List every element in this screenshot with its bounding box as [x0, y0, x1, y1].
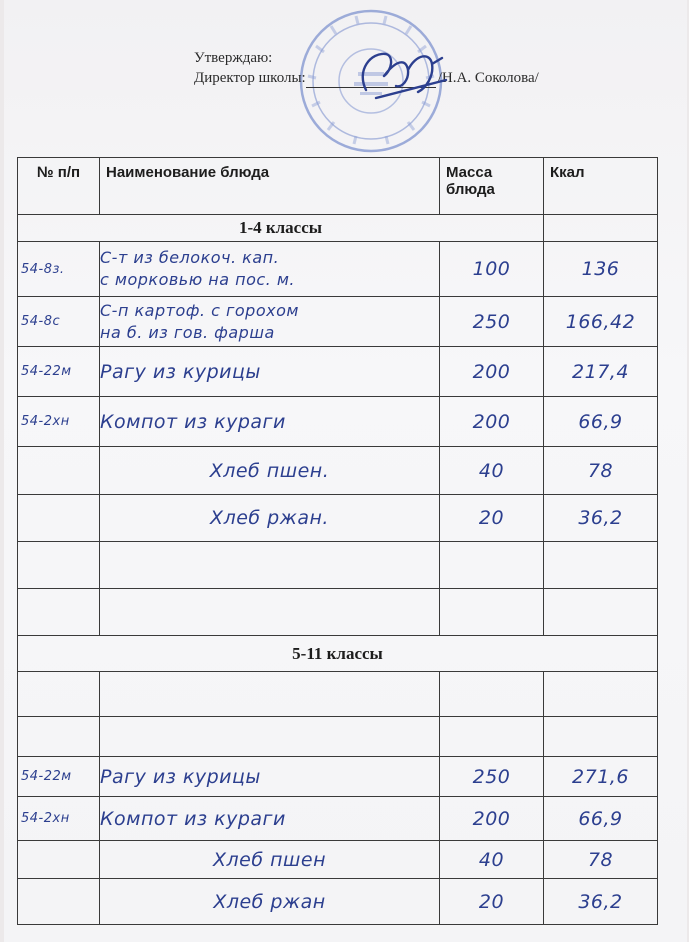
dish-name: Хлеб ржан. [100, 495, 440, 542]
dish-name: Рагу из курицы [100, 347, 440, 397]
dish-code: 54-22м [18, 347, 100, 397]
empty-row [18, 717, 658, 757]
section-title-5-11: 5-11 классы [18, 636, 658, 672]
dish-mass: 250 [440, 757, 544, 797]
dish-mass: 20 [440, 495, 544, 542]
approval-title: Утверждаю: [194, 50, 273, 66]
header-dish-name: Наименование блюда [100, 158, 440, 215]
dish-kcal: 217,4 [544, 347, 658, 397]
section-title-1-4: 1-4 классы [18, 215, 544, 242]
table-row [18, 347, 658, 397]
dish-code: 54-2хн [18, 797, 100, 841]
empty-row [18, 672, 658, 717]
dish-code: 54-22м [18, 757, 100, 797]
dish-code [18, 447, 100, 495]
table-row [18, 757, 658, 797]
dish-name: Хлеб ржан [100, 879, 440, 925]
dish-kcal: 36,2 [544, 495, 658, 542]
dish-kcal: 66,9 [544, 397, 658, 447]
header-number: № п/п [18, 158, 100, 215]
dish-mass: 200 [440, 797, 544, 841]
dish-name [100, 297, 440, 347]
table-row [18, 297, 658, 347]
table-row [18, 797, 658, 841]
dish-code: 54-8с [18, 297, 100, 347]
dish-kcal: 36,2 [544, 879, 658, 925]
dish-name-line2: с морковью на пос. м. [100, 270, 295, 289]
dish-name-line1: С-т из белокоч. кап. [100, 248, 280, 267]
table-row [18, 879, 658, 925]
dish-name [100, 242, 440, 297]
dish-code [18, 841, 100, 879]
dish-name-line2: на б. из гов. фарша [100, 322, 275, 342]
director-signature [346, 40, 456, 110]
section-row-5-11 [18, 636, 658, 672]
dish-name: Компот из кураги [100, 397, 440, 447]
table-row [18, 447, 658, 495]
dish-mass: 40 [440, 447, 544, 495]
director-name: /Н.А. Соколова/ [437, 70, 539, 86]
dish-code [18, 879, 100, 925]
empty-row [18, 542, 658, 589]
document-page [4, 0, 687, 942]
menu-table [17, 157, 658, 925]
dish-mass: 20 [440, 879, 544, 925]
director-label: Директор школы: [194, 70, 306, 86]
table-row [18, 242, 658, 297]
dish-kcal: 78 [544, 447, 658, 495]
dish-code: 54-2хн [18, 397, 100, 447]
dish-kcal: 78 [544, 841, 658, 879]
dish-mass: 200 [440, 397, 544, 447]
dish-kcal: 136 [544, 242, 658, 297]
dish-name: Хлеб пшен [100, 841, 440, 879]
table-row [18, 397, 658, 447]
section-row-1-4 [18, 215, 658, 242]
empty-row [18, 589, 658, 636]
header-kcal: Ккал [544, 158, 658, 215]
dish-kcal: 66,9 [544, 797, 658, 841]
table-row [18, 495, 658, 542]
dish-mass: 250 [440, 297, 544, 347]
table-row [18, 841, 658, 879]
dish-kcal: 166,42 [544, 297, 658, 347]
header-mass: Масса блюда [440, 158, 544, 215]
dish-name: Хлеб пшен. [100, 447, 440, 495]
dish-code: 54-8з. [18, 242, 100, 297]
header-row [18, 158, 658, 215]
dish-name: Компот из кураги [100, 797, 440, 841]
dish-name-line1: С-п картоф. с горохом [100, 300, 299, 320]
dish-kcal: 271,6 [544, 757, 658, 797]
dish-code [18, 495, 100, 542]
dish-mass: 100 [440, 242, 544, 297]
dish-mass: 40 [440, 841, 544, 879]
dish-name: Рагу из курицы [100, 757, 440, 797]
dish-mass: 200 [440, 347, 544, 397]
